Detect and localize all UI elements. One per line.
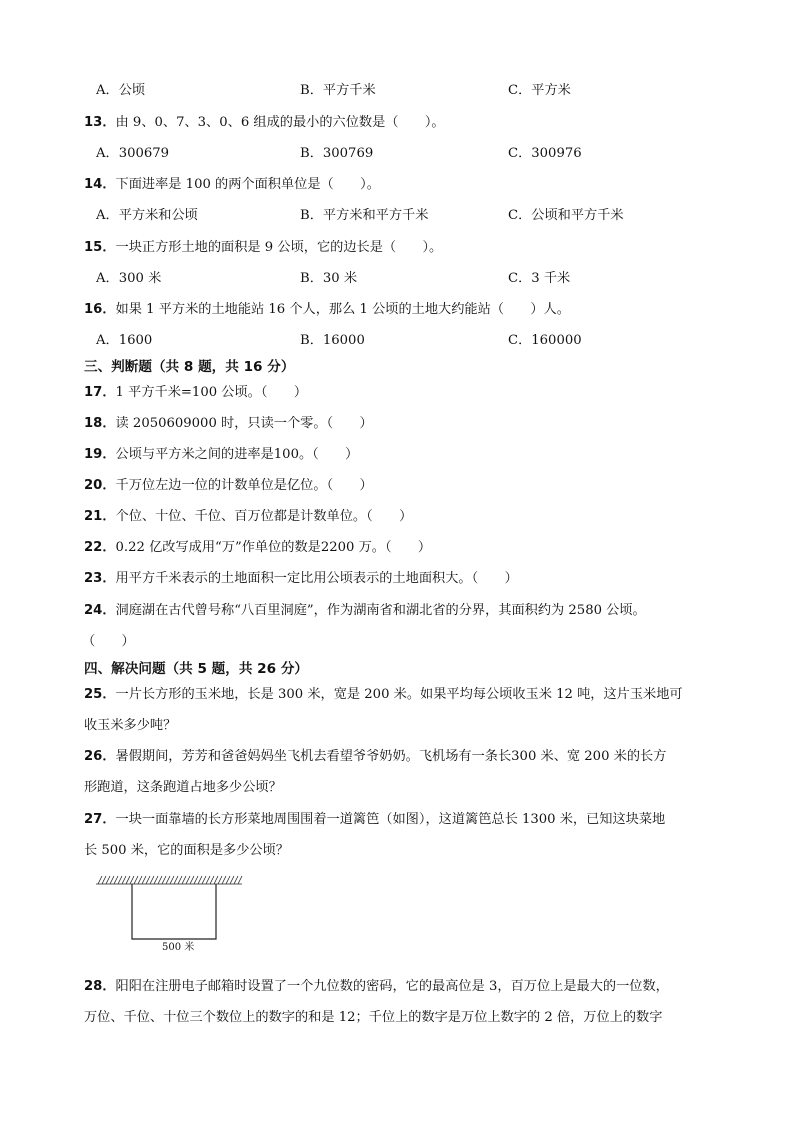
question-number: 18． [84, 416, 116, 431]
question-23 [84, 570, 518, 588]
option-b: B．30 米 [300, 271, 358, 286]
question-text: 一片长方形的玉米地，长是 300 米，宽是 200 米。如果平均每公顷收玉米 12 吨，这片玉米地可 [115, 687, 683, 702]
answer-blank: （ ） [82, 634, 135, 649]
question-text: 阳阳在注册电子邮箱时设置了一个九位数的密码，它的最高位是 3，百万位上是最大的一位数， [115, 979, 669, 994]
question-text-continued: 收玉米多少吨？ [84, 718, 177, 733]
question-number: 23． [84, 571, 116, 586]
question-number: 21． [84, 509, 116, 524]
question-number: 24． [84, 603, 116, 618]
length-label: 500 米 [162, 942, 195, 953]
question-19 [84, 446, 358, 464]
question-number: 15． [84, 240, 116, 255]
question-number: 13． [84, 115, 116, 130]
question-18 [84, 415, 373, 433]
question-text: 暑假期间，芳芳和爸爸妈妈坐飞机去看望爷爷奶奶。飞机场有一条长300 米、宽 200 米的长方 [115, 749, 667, 764]
question-number: 22． [84, 540, 116, 555]
fence-rectangle [132, 884, 216, 939]
section-title-solve: 四、解决问题（共 5 题，共 26 分） [84, 661, 309, 677]
question-text: 千万位左边一位的计数单位是亿位。（ ） [115, 478, 373, 493]
question-number: 25． [84, 687, 116, 702]
option-a: A．平方米和公顷 [96, 208, 198, 223]
question-text-continued: 万位、千位、十位三个数位上的数字的和是 12；千位上的数字是万位上数字的 2 倍，万位上的数字 [84, 1010, 663, 1025]
question-text-continued: 形跑道，这条跑道占地多少公顷？ [84, 780, 282, 795]
question-number: 16． [84, 302, 116, 317]
question-number: 19． [84, 447, 116, 462]
question-21 [84, 508, 412, 526]
option-a: A．1600 [96, 333, 153, 348]
question-number: 26． [84, 749, 116, 764]
option-c: C．300976 [508, 146, 582, 161]
question-number: 28． [84, 979, 116, 994]
question-text: 公顷与平方米之间的进率是100。（ ） [115, 447, 359, 462]
option-c: C．3 千米 [508, 271, 571, 286]
question-22 [84, 539, 431, 557]
option-a: A．300679 [96, 146, 170, 161]
question-number: 27． [84, 812, 116, 827]
question-text: 读 2050609000 时，只读一个零。（ ） [115, 416, 373, 431]
question-text: 0.22 亿改写成用“万”作单位的数是2200 万。（ ） [115, 540, 432, 555]
question-20 [84, 477, 373, 495]
option-a: A．公顷 [96, 83, 146, 98]
question-text: 下面进率是 100 的两个面积单位是（ ）。 [115, 177, 380, 192]
question-text: 1 平方千米=100 公顷。（ ） [115, 385, 308, 400]
option-b: B．16000 [300, 333, 365, 348]
option-c: C．公顷和平方千米 [508, 208, 624, 223]
fence-diagram [92, 872, 252, 966]
option-b: B．平方千米 [300, 83, 376, 98]
question-text: 洞庭湖在古代曾号称“八百里洞庭”，作为湖南省和湖北省的分界，其面积约为 2580 公顷。 [115, 603, 646, 618]
question-text: 个位、十位、千位、百万位都是计数单位。（ ） [115, 509, 413, 524]
question-text: 用平方千米表示的土地面积一定比用公顷表示的土地面积大。（ ） [115, 571, 518, 586]
option-c: C．160000 [508, 333, 582, 348]
option-a: A．300 米 [96, 271, 162, 286]
question-17 [84, 384, 307, 402]
question-number: 20． [84, 478, 116, 493]
question-text: 由 9、0、7、3、0、6 组成的最小的六位数是（ ）。 [115, 115, 445, 130]
question-text: 如果 1 平方米的土地能站 16 个人，那么 1 公顷的土地大约能站（ ）人。 [115, 302, 570, 317]
question-number: 14． [84, 177, 116, 192]
question-number: 17． [84, 385, 116, 400]
question-text-continued: 长 500 米，它的面积是多少公顷？ [84, 843, 289, 858]
question-text: 一块一面靠墙的长方形菜地周围围着一道篱笆（如图），这道篱笆总长 1300 米，已知这块菜地 [115, 812, 666, 827]
option-b: B．平方米和平方千米 [300, 208, 429, 223]
question-text: 一块正方形土地的面积是 9 公顷，它的边长是（ ）。 [115, 240, 443, 255]
option-c: C．平方米 [508, 83, 571, 98]
wall-hatching [96, 876, 242, 884]
section-title-judge: 三、判断题（共 8 题，共 16 分） [84, 359, 295, 375]
question-24 [84, 602, 646, 620]
option-b: B．300769 [300, 146, 374, 161]
